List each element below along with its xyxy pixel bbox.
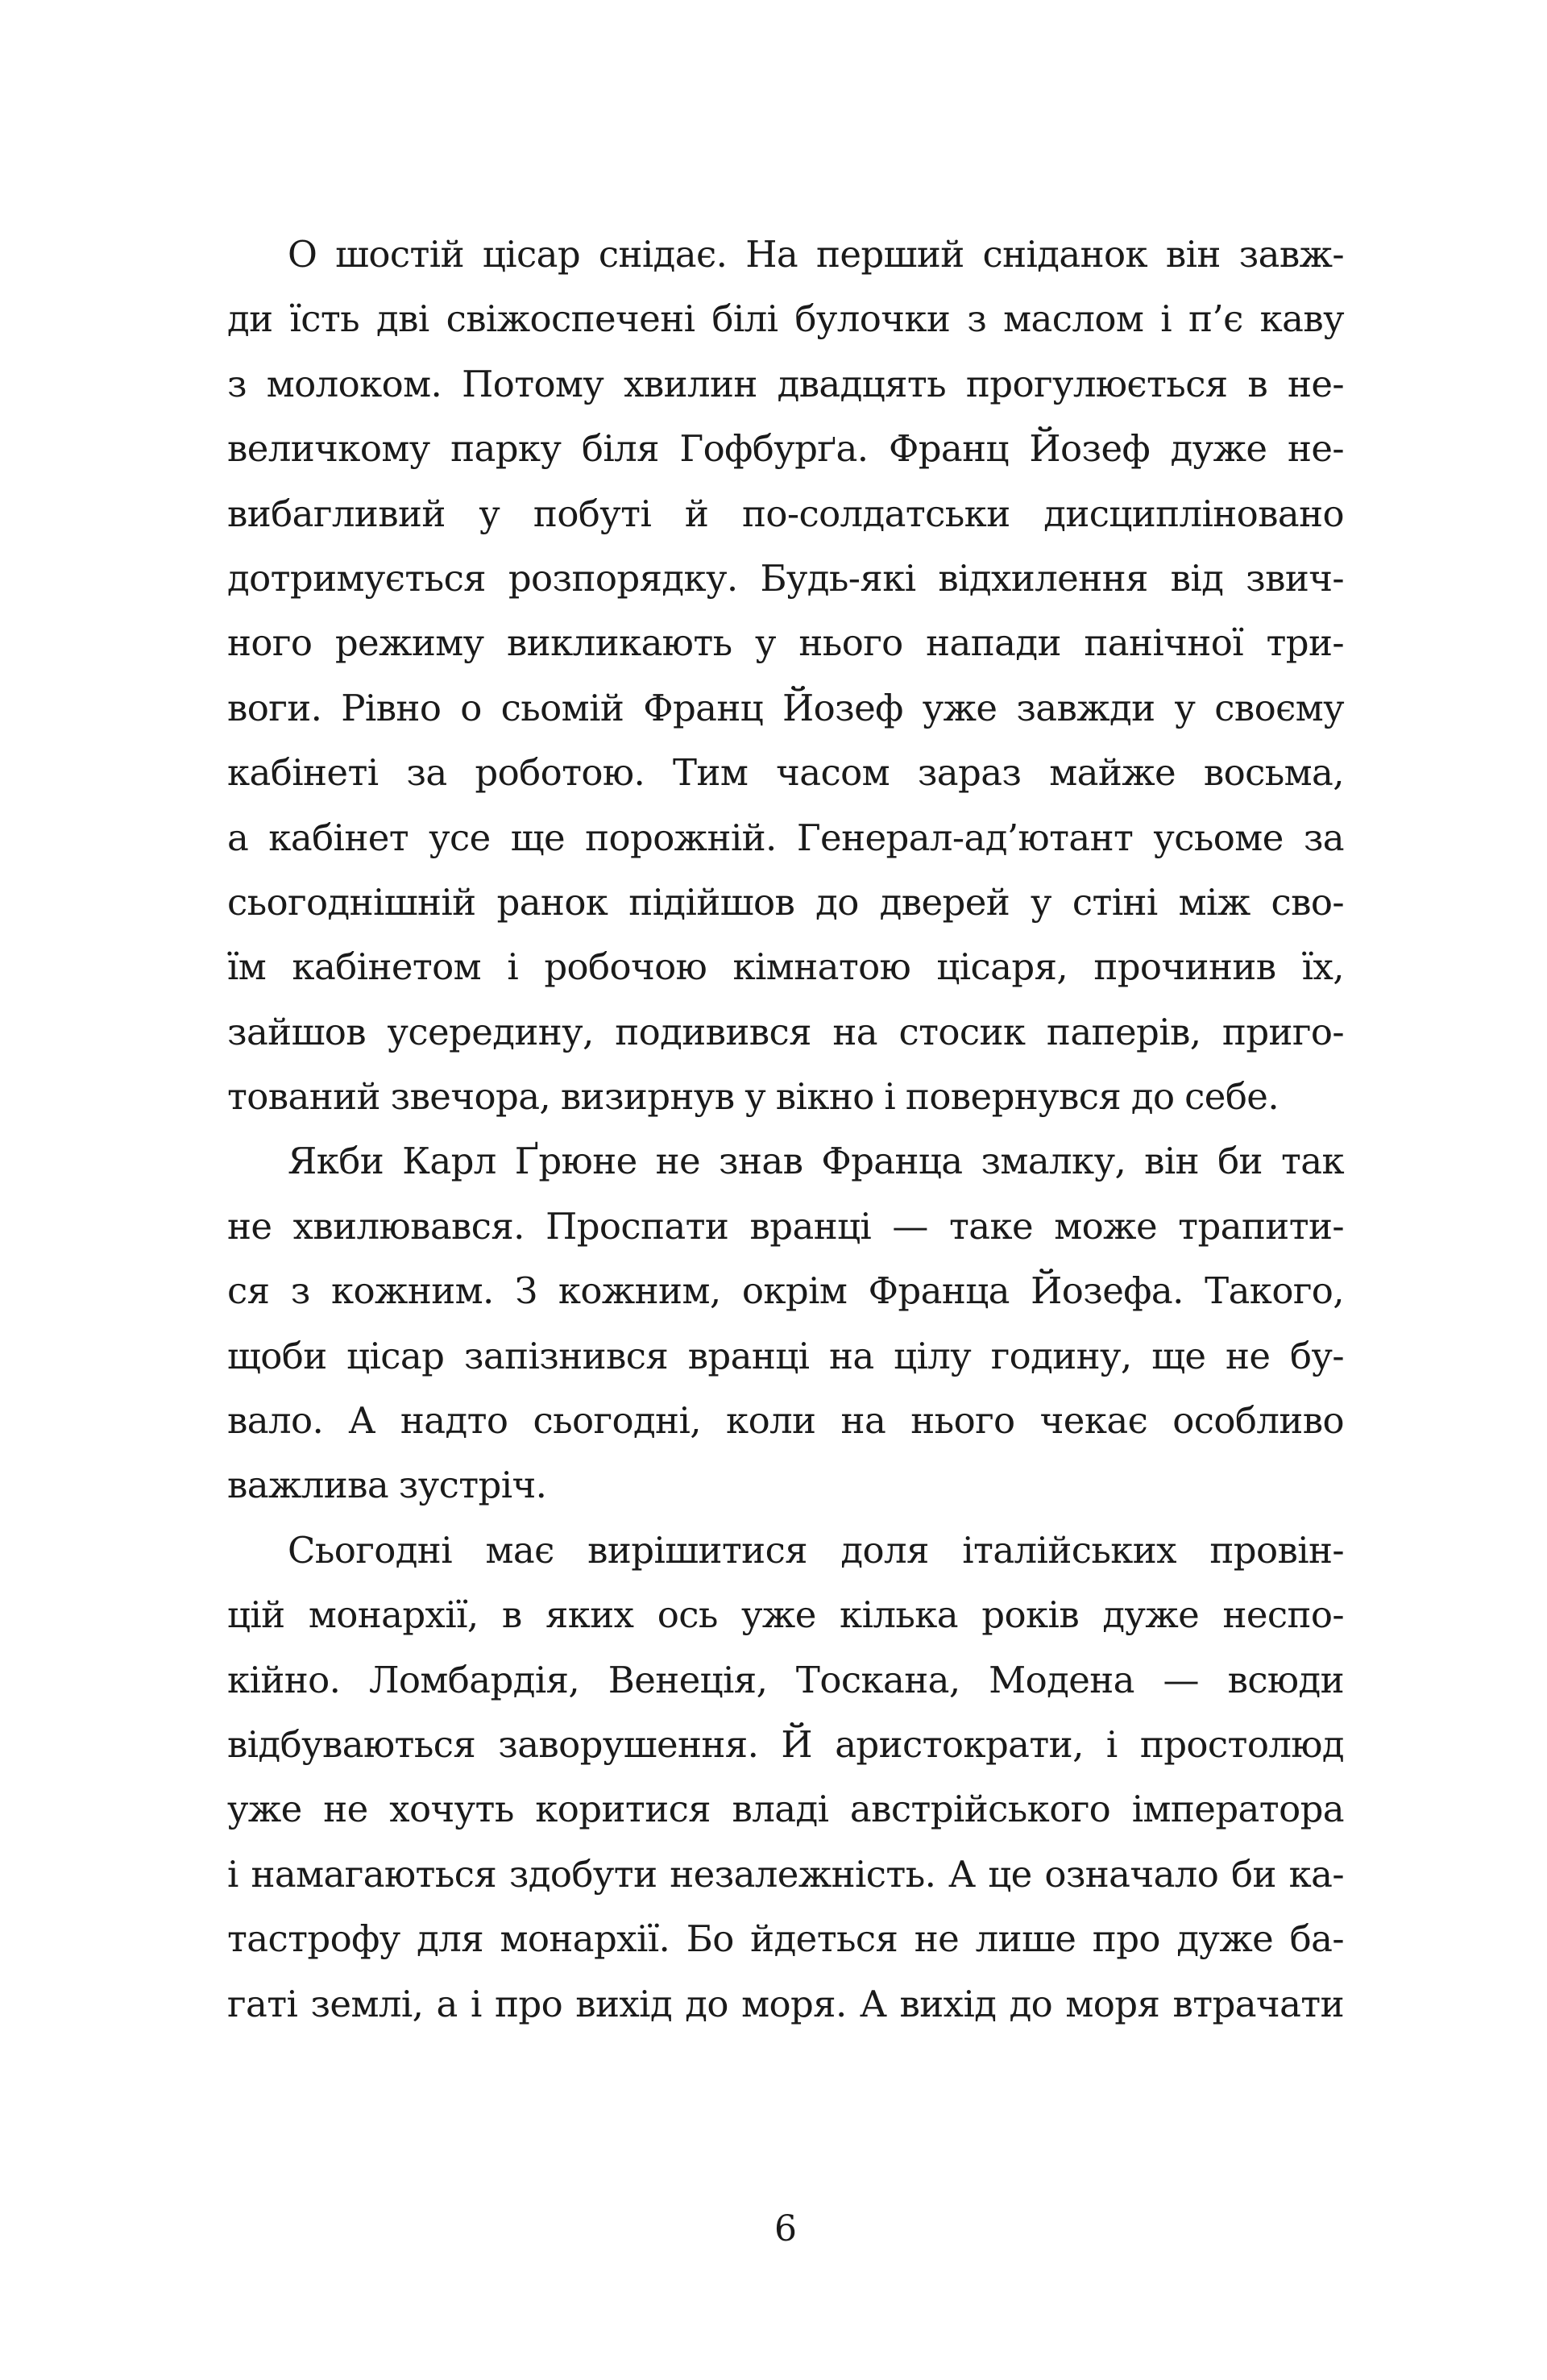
text-line: з молоком. Потому хвилин двадцять прогулюється в не- [227,362,1344,405]
text-line: ного режиму викликають у нього напади панічної три- [227,621,1344,665]
text-line: щоби цісар запізнився вранці на цілу годину, ще не бу- [227,1334,1344,1377]
text-line: цій монархії, в яких ось уже кілька років дуже неспо- [227,1593,1344,1637]
text-line: дотримується розпорядку. Будь-які відхилення від звич- [227,556,1344,600]
text-line: вало. А надто сьогодні, коли на нього чекає особливо [227,1399,1344,1443]
text-line: ди їсть дві свіжоспечені білі булочки з маслом і п’є каву [227,297,1344,341]
text-line: воги. Рівно о сьомій Франц Йозеф уже завжди у своєму [227,686,1344,729]
text-line: їм кабінетом і робочою кімнатою цісаря, прочинив їх, [227,945,1344,989]
text-line: кійно. Ломбардія, Венеція, Тоскана, Модена — всюди [227,1658,1344,1701]
text-line: величкому парку біля Гофбурґа. Франц Йозеф дуже не- [227,427,1344,471]
text-line: і намагаються здобути незалежність. А це означало би ка- [227,1852,1344,1896]
text-line: не хвилювався. Проспати вранці — таке може трапити- [227,1204,1344,1248]
text-line: гаті землі, а і про вихід до моря. А вихід до моря втрачати [227,1982,1344,2025]
body-text [227,222,1344,2037]
text-line: кабінеті за роботою. Тим часом зараз майже восьма, [227,751,1344,795]
page-number: 6 [774,2208,797,2249]
text-line: ся з кожним. З кожним, окрім Франца Йозефа. Такого, [227,1269,1344,1313]
text-line: сьогоднішній ранок підійшов до дверей у стіні між сво- [227,880,1344,924]
text-line: уже не хочуть коритися владі австрійського імператора [227,1788,1344,1831]
text-line: вибагливий у побуті й по-солдатськи дисципліновано [227,492,1344,535]
text-line: Якби Карл Ґрюне не знав Франца змалку, він би так [288,1140,1344,1183]
text-line: О шостій цісар снідає. На перший сніданок він завж- [288,233,1344,276]
text-line: відбуваються заворушення. Й аристократи, і простолюд [227,1722,1344,1766]
text-line: тований звечора, визирнув у вікно і повернувся до себе. [227,1075,1279,1119]
text-line: Сьогодні має вирішитися доля італійських провін- [288,1528,1344,1572]
text-line: важлива зустріч. [227,1464,547,1507]
text-line: зайшов усередину, подивився на стосик паперів, приго- [227,1010,1344,1053]
text-line: тастрофу для монархії. Бо йдеться не лише про дуже ба- [227,1917,1344,1961]
text-line: а кабінет усе ще порожній. Генерал-ад’ютант усьоме за [227,816,1344,859]
